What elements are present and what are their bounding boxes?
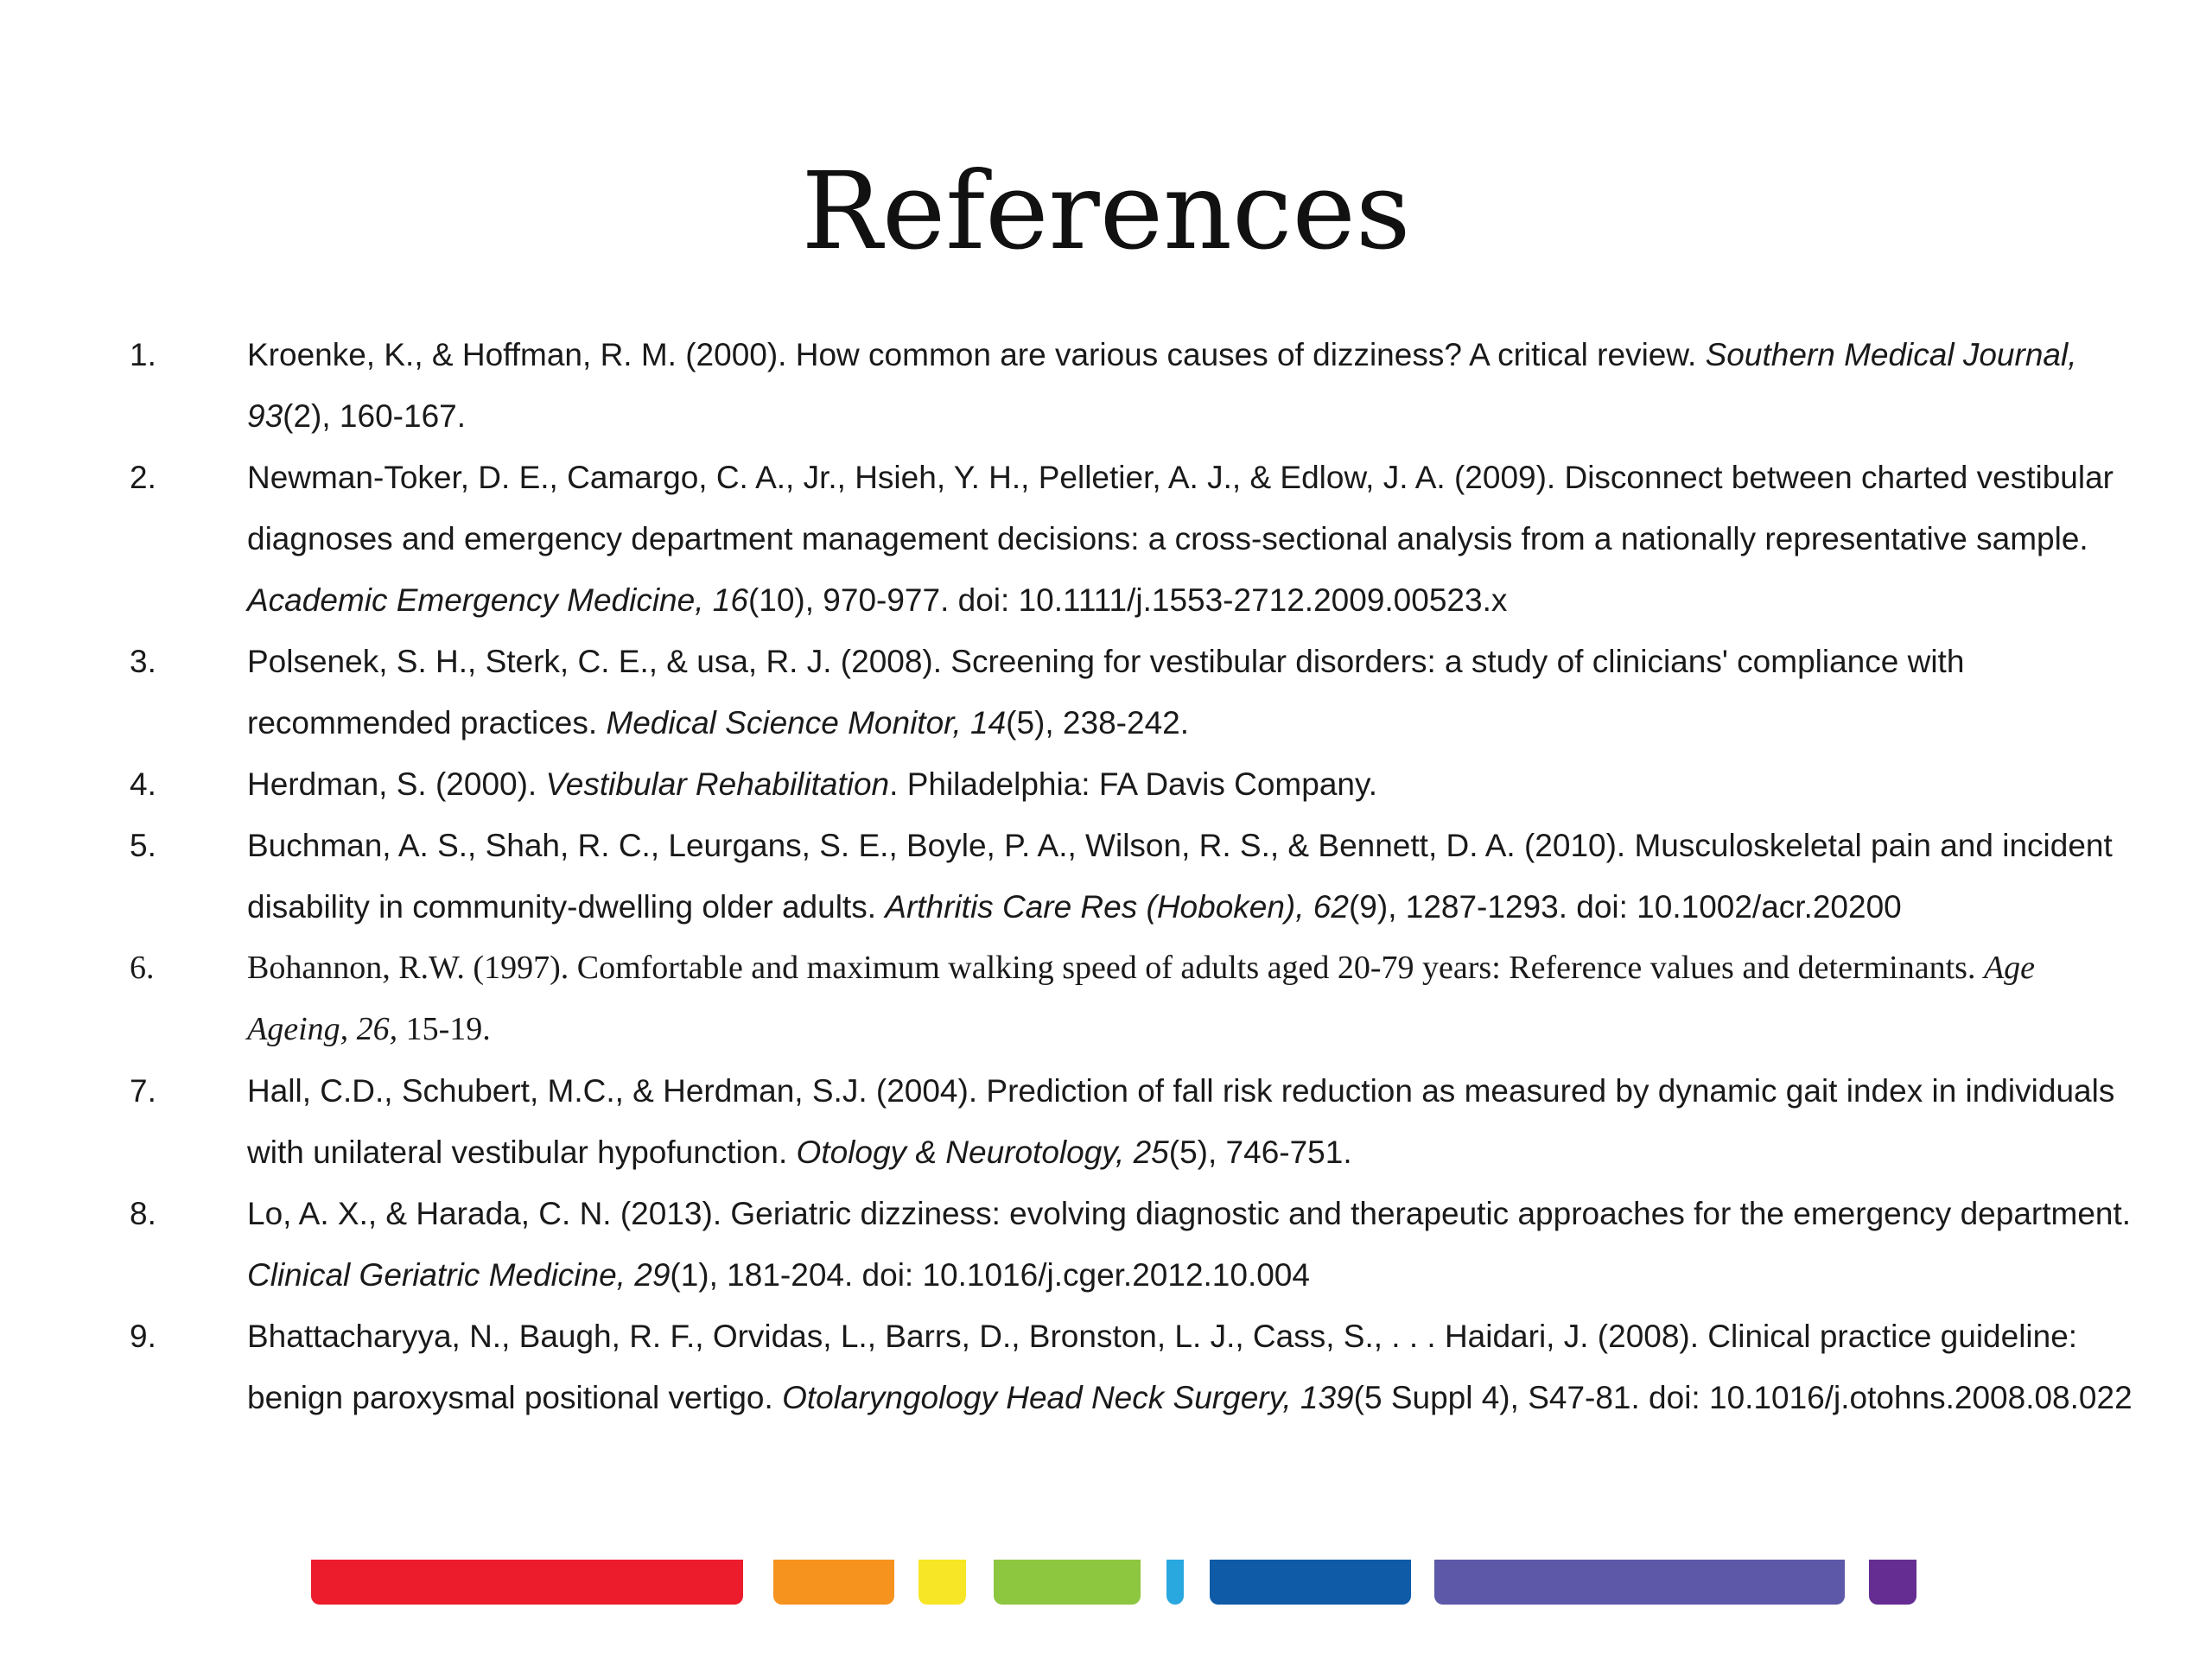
reference-item-1 (130, 324, 2134, 447)
reference-number: 2. (130, 460, 156, 495)
color-bar-segment-indigo (1434, 1560, 1845, 1605)
color-bar-segment-light-blue (1166, 1560, 1184, 1605)
reference-text (247, 337, 2076, 434)
reference-text (247, 828, 2113, 925)
reference-number: 5. (130, 828, 156, 863)
reference-item-2 (130, 447, 2134, 631)
reference-details: (5 Suppl 4), S47-81. doi: 10.1016/j.otohns.2008.08.022 (1353, 1380, 2133, 1415)
reference-text (247, 950, 2035, 1047)
color-bar-segment-blue (1210, 1560, 1411, 1605)
reference-authors: Buchman, A. S., Shah, R. C., Leurgans, S. E., Boyle, P. A., Wilson, R. S., & Bennett, D. A. (2010). Musculoskeletal pain and incident disability in community-dwelling older adults. (247, 828, 2113, 925)
page-title: References (801, 149, 1411, 274)
reference-text (247, 460, 2113, 618)
reference-text (247, 1319, 2133, 1415)
reference-source: Arthritis Care Res (Hoboken), 62 (885, 889, 1349, 925)
reference-details: (5), 746-751. (1168, 1135, 1352, 1170)
reference-item-9 (130, 1306, 2134, 1428)
reference-text (247, 1196, 2131, 1293)
reference-authors: Lo, A. X., & Harada, C. N. (2013). Geriatric dizziness: evolving diagnostic and therapeutic approaches for the emergency department. (247, 1196, 2132, 1231)
reference-item-5 (130, 815, 2134, 938)
reference-list (130, 324, 2134, 1428)
reference-details: (1), 181-204. doi: 10.1016/j.cger.2012.10.004 (670, 1257, 1310, 1293)
reference-details: (10), 970-977. doi: 10.1111/j.1553-2712.2009.00523.x (747, 582, 1508, 618)
reference-text (247, 1073, 2114, 1170)
reference-authors: Kroenke, K., & Hoffman, R. M. (2000). How common are various causes of dizziness? A critical review. (247, 337, 1706, 372)
reference-source: Age Ageing, 26, (247, 950, 2036, 1047)
reference-details: (9), 1287-1293. doi: 10.1002/acr.20200 (1348, 889, 1902, 925)
reference-details: (5), 238-242. (1006, 705, 1190, 741)
reference-item-7 (130, 1060, 2134, 1183)
color-bar-segment-purple (1869, 1560, 1916, 1605)
reference-source: Otolaryngology Head Neck Surgery, 139 (782, 1380, 1354, 1415)
reference-item-8 (130, 1183, 2134, 1306)
reference-number: 9. (130, 1319, 156, 1354)
reference-number: 6. (130, 950, 155, 986)
reference-authors: Polsenek, S. H., Sterk, C. E., & usa, R. J. (2008). Screening for vestibular disorders: a study of clinicians' compliance with recommended practices. (247, 644, 1965, 741)
reference-source: Otology & Neurotology, 25 (796, 1135, 1169, 1170)
reference-authors: Newman-Toker, D. E., Camargo, C. A., Jr., Hsieh, Y. H., Pelletier, A. J., & Edlow, J. A. (2009). Disconnect between charted vestibular diagnoses and emergency department management decisions: a cross-sectional analysis from a nationally representative sample. (247, 460, 2114, 556)
reference-authors: Hall, C.D., Schubert, M.C., & Herdman, S.J. (2004). Prediction of fall risk reduction as measured by dynamic gait index in individuals with unilateral vestibular hypofunction. (247, 1073, 2115, 1170)
reference-number: 3. (130, 644, 156, 679)
reference-item-3 (130, 631, 2134, 753)
reference-source: Academic Emergency Medicine, 16 (247, 582, 748, 618)
color-bar-segment-red (311, 1560, 743, 1605)
reference-item-4 (130, 753, 2134, 815)
reference-source: Vestibular Rehabilitation (545, 766, 890, 802)
reference-authors: Bhattacharyya, N., Baugh, R. F., Orvidas, L., Barrs, D., Bronston, L. J., Cass, S., . . . Haidari, J. (2008). Clinical practice guideline: benign paroxysmal positional vertigo. (247, 1319, 2078, 1415)
reference-source: Clinical Geriatric Medicine, 29 (247, 1257, 671, 1293)
reference-authors: Bohannon, R.W. (1997). Comfortable and maximum walking speed of adults aged 20-79 years: Reference values and determinants. (247, 950, 1984, 986)
reference-item-6 (130, 938, 2134, 1060)
reference-text (247, 644, 1964, 741)
color-bar-segment-green (994, 1560, 1141, 1605)
reference-number: 1. (130, 337, 156, 372)
color-bar-segment-yellow (918, 1560, 966, 1605)
reference-source: Southern Medical Journal, 93 (247, 337, 2077, 434)
reference-authors: Herdman, S. (2000). (247, 766, 546, 802)
color-bar-segment-orange (773, 1560, 894, 1605)
reference-source: Medical Science Monitor, 14 (606, 705, 1007, 741)
reference-text (247, 766, 1377, 802)
reference-details: 15-19. (397, 1011, 491, 1047)
reference-details: . Philadelphia: FA Davis Company. (889, 766, 1378, 802)
reference-number: 7. (130, 1073, 156, 1109)
reference-number: 8. (130, 1196, 156, 1231)
reference-details: (2), 160-167. (283, 398, 467, 434)
reference-number: 4. (130, 766, 156, 802)
